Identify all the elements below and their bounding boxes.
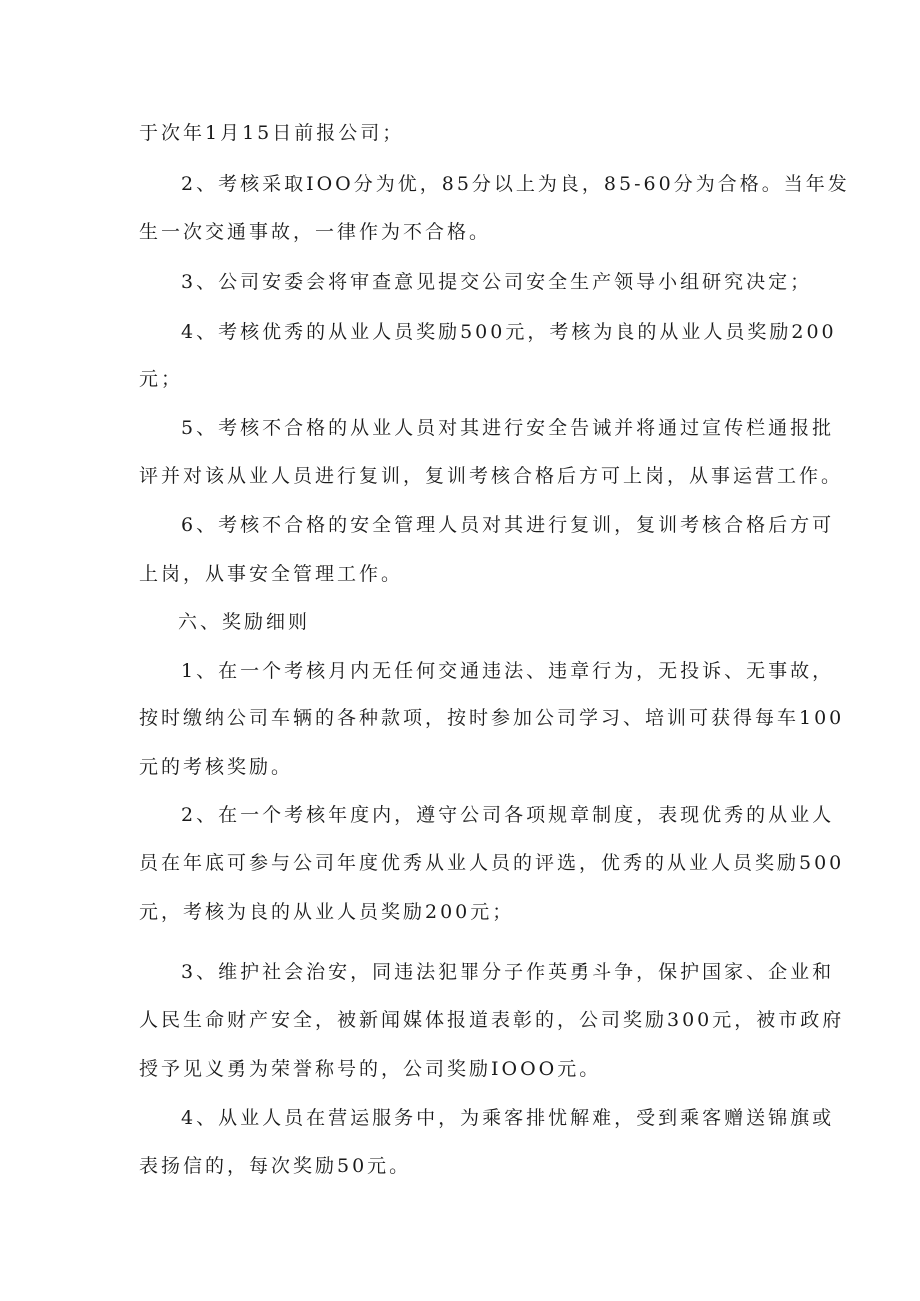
text-line: 授予见义勇为荣誉称号的，公司奖励IOOO元。 [139, 1058, 602, 1080]
text-line: 评并对该从业人员进行复训，复训考核合格后方可上岗，从事运营工作。 [139, 465, 844, 487]
text-line: 人民生命财产安全，被新闻媒体报道表彰的，公司奖励300元，被市政府 [139, 1009, 845, 1031]
text-line: 上岗，从事安全管理工作。 [139, 563, 404, 585]
section-heading: 六、奖励细则 [178, 611, 311, 633]
text-line: 6、考核不合格的安全管理人员对其进行复训，复训考核合格后方可 [181, 514, 835, 536]
text-line: 3、公司安委会将审查意见提交公司安全生产领导小组研究决定； [181, 271, 813, 293]
text-line: 元； [139, 368, 184, 390]
text-line: 元的考核奖励。 [139, 756, 294, 778]
text-line: 于次年1月15日前报公司； [139, 122, 405, 144]
text-line: 4、从业人员在营运服务中，为乘客排忧解难，受到乘客赠送锦旗或 [181, 1107, 835, 1129]
text-line: 1、在一个考核月内无任何交通违法、违章行为，无投诉、无事故， [181, 660, 835, 682]
text-line: 元，考核为良的从业人员奖励200元； [139, 901, 515, 923]
text-line: 按时缴纳公司车辆的各种款项，按时参加公司学习、培训可获得每车100 [139, 707, 845, 729]
text-line: 生一次交通事故，一律作为不合格。 [139, 221, 492, 243]
text-line: 3、维护社会治安，同违法犯罪分子作英勇斗争，保护国家、企业和 [181, 961, 835, 983]
text-line: 5、考核不合格的从业人员对其进行安全告诫并将通过宣传栏通报批 [181, 417, 835, 439]
text-line: 2、考核采取IOO分为优，85分以上为良，85-60分为合格。当年发 [181, 173, 850, 195]
text-line: 2、在一个考核年度内，遵守公司各项规章制度，表现优秀的从业人 [181, 804, 835, 826]
text-line: 4、考核优秀的从业人员奖励500元，考核为良的从业人员奖励200 [181, 321, 837, 343]
text-line: 表扬信的，每次奖励50元。 [139, 1155, 412, 1177]
text-line: 员在年底可参与公司年度优秀从业人员的评选，优秀的从业人员奖励500 [139, 852, 845, 874]
